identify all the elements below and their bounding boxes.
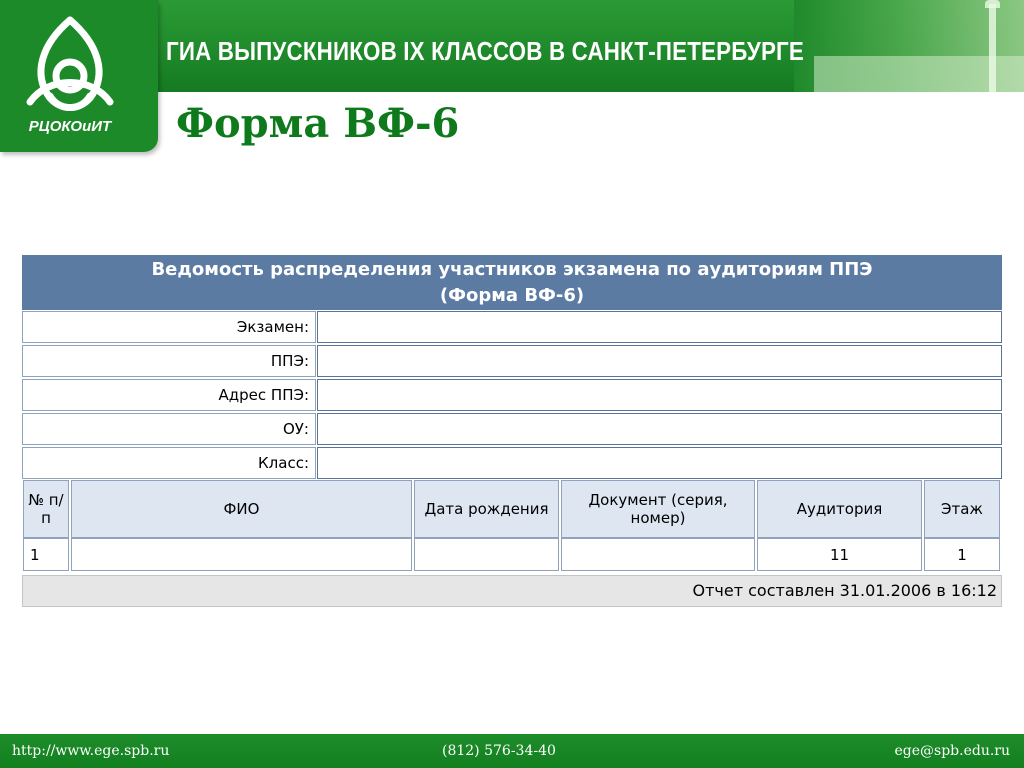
bottom-bar	[0, 734, 1024, 768]
cell-name	[71, 538, 412, 571]
form-heading-line1: Ведомость распределения участников экзамена по аудиториям ППЭ	[151, 259, 873, 280]
website-link[interactable]: http://www.ege.spb.ru	[12, 743, 170, 759]
column-header-room: Аудитория	[757, 480, 922, 538]
field-label: ППЭ:	[22, 345, 316, 377]
form-heading	[22, 255, 1002, 310]
cell-number: 1	[23, 538, 69, 571]
field-label: Экзамен:	[22, 311, 316, 343]
form-vf6	[22, 255, 1002, 607]
field-row-address	[22, 378, 1002, 412]
cell-document	[561, 538, 755, 571]
column-header-floor: Этаж	[924, 480, 1000, 538]
field-value-address	[317, 379, 1002, 411]
cell-floor: 1	[924, 538, 1000, 571]
report-timestamp: Отчет составлен 31.01.2006 в 16:12	[22, 575, 1002, 607]
field-row-exam	[22, 310, 1002, 344]
column-header-birthdate: Дата рождения	[414, 480, 559, 538]
cell-birthdate	[414, 538, 559, 571]
triquetra-logo-icon	[22, 14, 118, 114]
header-title: ГИА ВЫПУСКНИКОВ IX КЛАССОВ В САНКТ-ПЕТЕРБУРГЕ	[166, 36, 804, 66]
field-value-class	[317, 447, 1002, 479]
page-title: Форма ВФ-6	[176, 100, 460, 147]
table-row	[23, 538, 1000, 571]
cell-room: 11	[757, 538, 922, 571]
logo	[0, 0, 158, 152]
form-heading-line2: (Форма ВФ-6)	[439, 285, 585, 306]
logo-text: РЦОКОиИТ	[28, 118, 112, 135]
column-silhouette	[989, 4, 996, 92]
field-label: Адрес ППЭ:	[22, 379, 316, 411]
field-row-ppe	[22, 344, 1002, 378]
phone-number: (812) 576-34-40	[442, 743, 556, 759]
field-value-school	[317, 413, 1002, 445]
column-header-name: ФИО	[71, 480, 412, 538]
participants-table	[21, 480, 1002, 571]
column-header-number: № п/п	[23, 480, 69, 538]
email-link[interactable]: ege@spb.edu.ru	[894, 743, 1010, 759]
field-row-school	[22, 412, 1002, 446]
table-header-row	[23, 480, 1000, 538]
column-header-document: Документ (серия, номер)	[561, 480, 755, 538]
field-label: ОУ:	[22, 413, 316, 445]
field-label: Класс:	[22, 447, 316, 479]
field-value-exam	[317, 311, 1002, 343]
column-top	[985, 0, 1000, 8]
header-photo	[794, 0, 1024, 92]
field-row-class	[22, 446, 1002, 480]
field-value-ppe	[317, 345, 1002, 377]
